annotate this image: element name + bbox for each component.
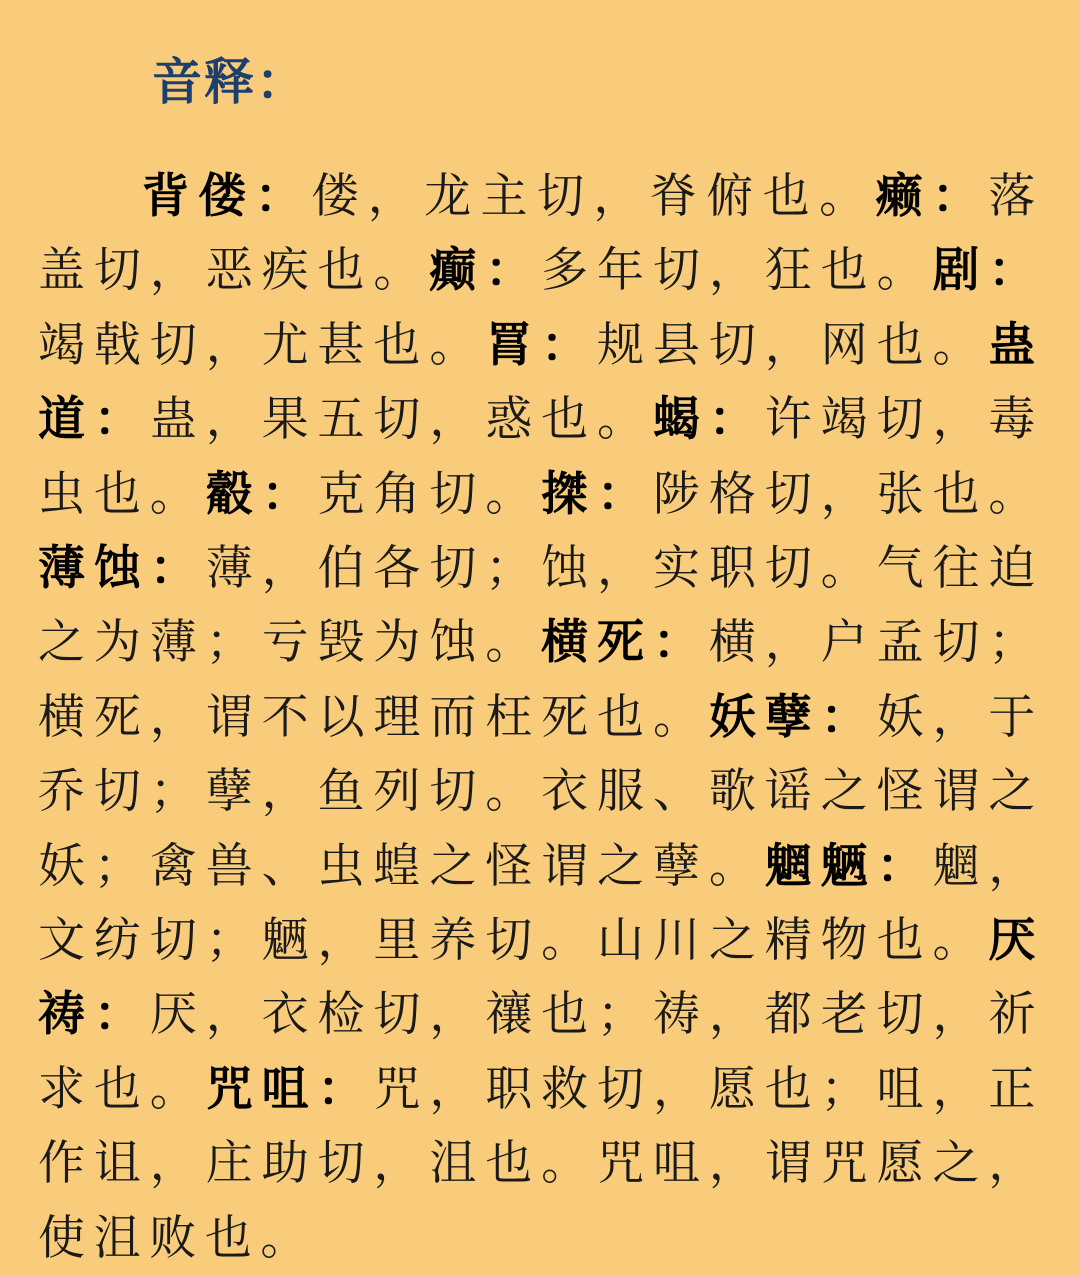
glossary-term: 妖孽： [708,689,877,745]
glossary-gloss: 魍，文纺切；魉，里养切。山川之精物也。 [38,838,1044,969]
glossary-term: 魍魉： [764,838,933,894]
glossary-gloss: 规县切，网也。 [597,317,989,373]
glossary-term: 背偻： [142,169,312,224]
glossary-gloss: 横，户孟切；横死，谓不以理而枉死也。 [38,615,1044,745]
glossary-gloss: 竭戟切，尤甚也。 [38,317,486,373]
glossary-gloss: 咒，职救切，愿也；咀，正作诅，庄助切，沮也。咒咀，谓咒愿之，使沮败也。 [38,1061,1044,1266]
glossary-term: 搩： [541,466,653,522]
glossary-term: 薄蚀： [38,541,206,597]
glossary-term: 剧： [932,243,1045,299]
glossary-gloss: 落盖切，恶疾也。 [38,169,1044,299]
glossary-term: 蛊道： [38,317,1044,448]
glossary-gloss: 蛊，果五切，惑也。 [149,392,653,448]
glossary-gloss: 薄，伯各切；蚀，实职切。气往迫之为薄；亏毁为蚀。 [38,541,1044,671]
glossary-paragraph [38,160,1044,1276]
glossary-term: 罥： [485,317,598,373]
glossary-gloss: 妖，于乔切；孽，鱼列切。衣服、歌谣之怪谓之妖；禽兽、虫蝗之怪谓之孽。 [38,689,1044,894]
glossary-term: 横死： [541,615,709,671]
glossary-gloss: 克角切。 [317,466,542,522]
glossary-gloss: 多年切，狂也。 [541,243,933,299]
glossary-gloss: 偻，龙主切，脊俯也。 [311,169,876,224]
glossary-term: 咒咀： [205,1061,374,1117]
glossary-gloss: 许竭切，毒虫也。 [38,392,1045,522]
glossary-term: 癞： [875,169,989,224]
glossary-gloss: 厌，衣检切，禳也；祷，都老切，祈求也。 [38,987,1044,1117]
glossary-term: 觳： [205,466,318,522]
section-heading: 音释： [152,52,308,111]
glossary-term: 蝎： [652,392,765,448]
glossary-term: 厌祷： [38,913,1044,1043]
glossary-gloss: 陟格切，张也。 [652,466,1044,522]
glossary-term: 癫： [429,243,542,299]
